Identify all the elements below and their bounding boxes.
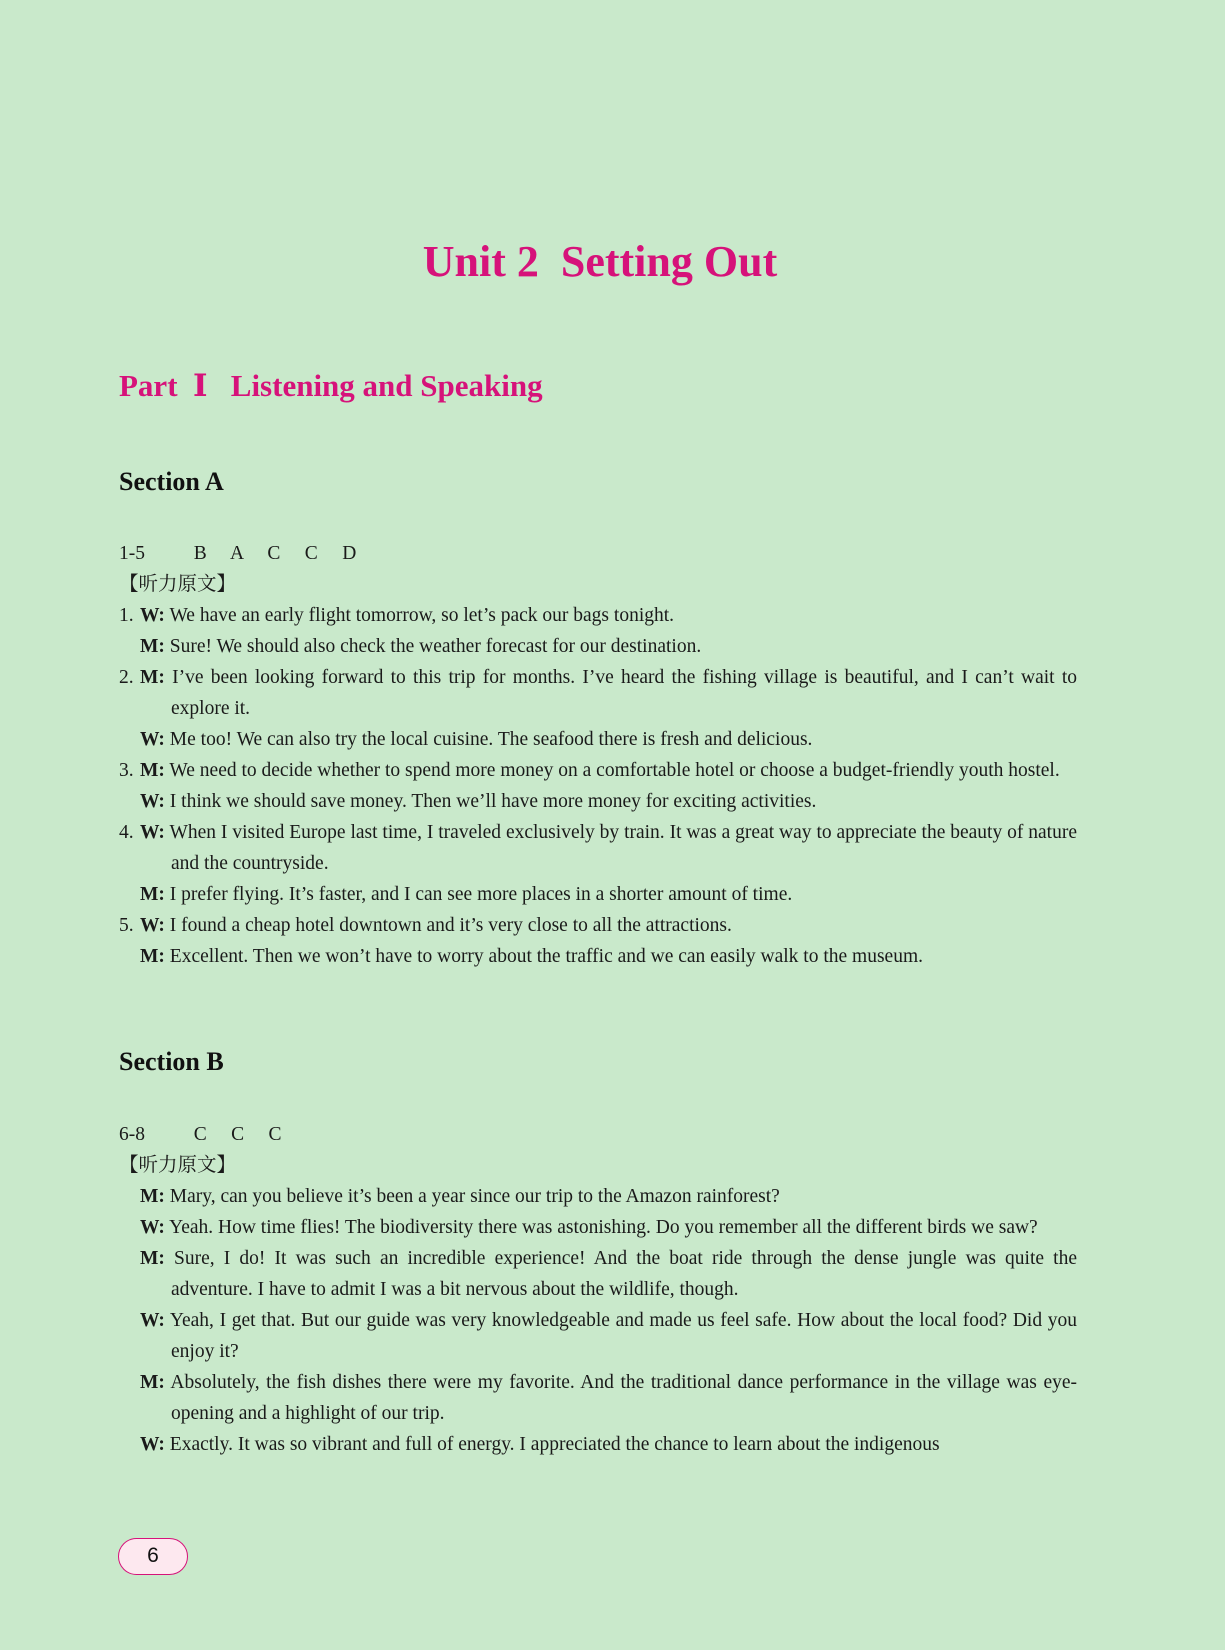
item-number: 4. bbox=[119, 822, 134, 843]
dialogue-line bbox=[140, 631, 1077, 662]
item-number: 3. bbox=[119, 760, 134, 781]
speaker-label: W: bbox=[140, 791, 165, 812]
dialogue-line bbox=[140, 755, 1077, 786]
utterance: I’ve been looking forward to this trip for months. I’ve heard the fishing village is beautiful, and I can’t wait to explore it. bbox=[164, 667, 1077, 719]
dialogue bbox=[140, 817, 1077, 910]
speaker-label: M: bbox=[140, 946, 165, 967]
dialogue-line bbox=[140, 786, 1077, 817]
utterance: We have an early flight tomorrow, so let’s pack our bags tonight. bbox=[164, 605, 675, 626]
utterance: I found a cheap hotel downtown and it’s very close to all the attractions. bbox=[164, 915, 732, 936]
dialogue-line bbox=[140, 910, 1077, 941]
dialogue-line bbox=[140, 724, 1077, 755]
dialogue-line bbox=[140, 941, 1077, 972]
dialogue-line bbox=[140, 879, 1077, 910]
dialogue bbox=[140, 1181, 1077, 1460]
section-b-content bbox=[119, 1119, 1077, 1460]
unit-title: Unit 2 Setting Out bbox=[422, 237, 778, 286]
speaker-label: M: bbox=[140, 760, 165, 781]
dialogue-item-5 bbox=[119, 910, 1077, 972]
utterance: Yeah. How time flies! The biodiversity there was astonishing. Do you remember all the different birds we saw? bbox=[164, 1217, 1038, 1238]
speaker-label: M: bbox=[140, 1372, 165, 1393]
item-number: 1. bbox=[119, 605, 134, 626]
utterance: I think we should save money. Then we’ll have more money for exciting activities. bbox=[164, 791, 817, 812]
utterance: I prefer flying. It’s faster, and I can see more places in a shorter amount of time. bbox=[164, 884, 793, 905]
dialogue-line bbox=[140, 1367, 1077, 1429]
utterance: Me too! We can also try the local cuisine. The seafood there is fresh and delicious. bbox=[164, 729, 813, 750]
section-a-answers: 1-5 B A C C D bbox=[119, 543, 357, 564]
utterance: Mary, can you believe it’s been a year since our trip to the Amazon rainforest? bbox=[164, 1186, 780, 1207]
utterance: Absolutely, the fish dishes there were my favorite. And the traditional dance performance in the village was eye-opening and a highlight of our trip. bbox=[164, 1372, 1077, 1424]
section-b-transcript-label: 【听力原文】 bbox=[119, 1155, 237, 1176]
dialogue-line bbox=[140, 1305, 1077, 1367]
dialogue bbox=[140, 910, 1077, 972]
section-a-transcript-label: 【听力原文】 bbox=[119, 574, 237, 595]
dialogue-item-1 bbox=[119, 600, 1077, 662]
section-a-content bbox=[119, 538, 1077, 972]
item-number: 5. bbox=[119, 915, 134, 936]
dialogue-line bbox=[140, 600, 1077, 631]
utterance: Yeah, I get that. But our guide was very knowledgeable and made us feel safe. How about the local food? Did you enjoy it? bbox=[164, 1310, 1077, 1362]
section-a-title: Section A bbox=[119, 467, 224, 496]
part-title: Part Ⅰ Listening and Speaking bbox=[119, 368, 543, 403]
item-number: 2. bbox=[119, 667, 134, 688]
page-number-badge: 6 bbox=[118, 1538, 188, 1575]
dialogue bbox=[140, 600, 1077, 662]
dialogue-item-2 bbox=[119, 662, 1077, 755]
speaker-label: M: bbox=[140, 1186, 165, 1207]
speaker-label: M: bbox=[140, 636, 165, 657]
dialogue-line bbox=[140, 1243, 1077, 1305]
utterance: Exactly. It was so vibrant and full of energy. I appreciated the chance to learn about the indigenous bbox=[164, 1434, 940, 1455]
speaker-label: W: bbox=[140, 1310, 165, 1331]
utterance: When I visited Europe last time, I traveled exclusively by train. It was a great way to appreciate the beauty of nature and the countryside. bbox=[164, 822, 1077, 874]
speaker-label: M: bbox=[140, 1248, 165, 1269]
dialogue-line bbox=[140, 817, 1077, 879]
speaker-label: M: bbox=[140, 884, 165, 905]
speaker-label: W: bbox=[140, 1434, 165, 1455]
speaker-label: W: bbox=[140, 729, 165, 750]
dialogue-item-3 bbox=[119, 755, 1077, 817]
speaker-label: W: bbox=[140, 915, 165, 936]
utterance: Excellent. Then we won’t have to worry about the traffic and we can easily walk to the museum. bbox=[164, 946, 924, 967]
utterance: We need to decide whether to spend more money on a comfortable hotel or choose a budget-friendly youth hostel. bbox=[164, 760, 1060, 781]
dialogue-line bbox=[140, 1212, 1077, 1243]
dialogue bbox=[140, 755, 1077, 817]
section-b-answers: 6-8 C C C bbox=[119, 1124, 282, 1145]
speaker-label: M: bbox=[140, 667, 165, 688]
speaker-label: W: bbox=[140, 605, 165, 626]
section-b-title: Section B bbox=[119, 1047, 224, 1076]
section-b-dialogue bbox=[119, 1181, 1077, 1460]
dialogue-line bbox=[140, 662, 1077, 724]
utterance: Sure, I do! It was such an incredible experience! And the boat ride through the dense jungle was quite the adventure. I have to admit I was a bit nervous about the wildlife, though. bbox=[164, 1248, 1077, 1300]
speaker-label: W: bbox=[140, 1217, 165, 1238]
dialogue bbox=[140, 662, 1077, 755]
dialogue-line bbox=[140, 1181, 1077, 1212]
dialogue-item-4 bbox=[119, 817, 1077, 910]
dialogue-line bbox=[140, 1429, 1077, 1460]
utterance: Sure! We should also check the weather forecast for our destination. bbox=[164, 636, 702, 657]
speaker-label: W: bbox=[140, 822, 165, 843]
